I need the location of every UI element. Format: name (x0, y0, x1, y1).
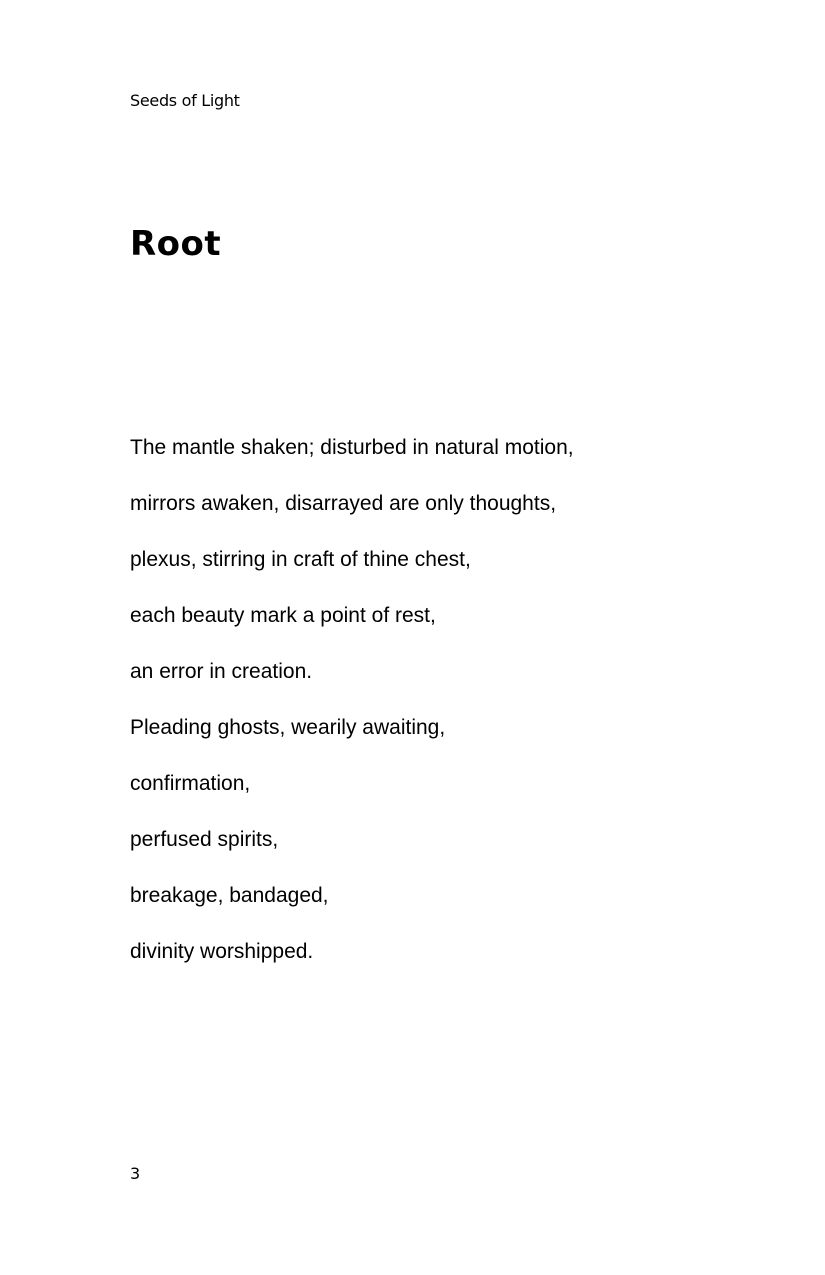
poem-line: an error in creation. (130, 660, 313, 683)
poem-line: mirrors awaken, disarrayed are only thoughts, (130, 492, 557, 515)
poem-line: perfused spirits, (130, 828, 279, 851)
poem-line: Pleading ghosts, wearily awaiting, (130, 716, 446, 739)
poem-line: The mantle shaken; disturbed in natural motion, (130, 436, 574, 459)
poem-line: each beauty mark a point of rest, (130, 604, 436, 627)
poem-line: plexus, stirring in craft of thine chest, (130, 548, 471, 571)
poem-title: Root (130, 224, 222, 264)
poem-line: divinity worshipped. (130, 940, 314, 963)
poem-line: breakage, bandaged, (130, 884, 329, 907)
page-number: 3 (130, 1164, 141, 1183)
running-header: Seeds of Light (130, 91, 240, 110)
poem-body (130, 432, 574, 992)
poem-line: confirmation, (130, 772, 251, 795)
